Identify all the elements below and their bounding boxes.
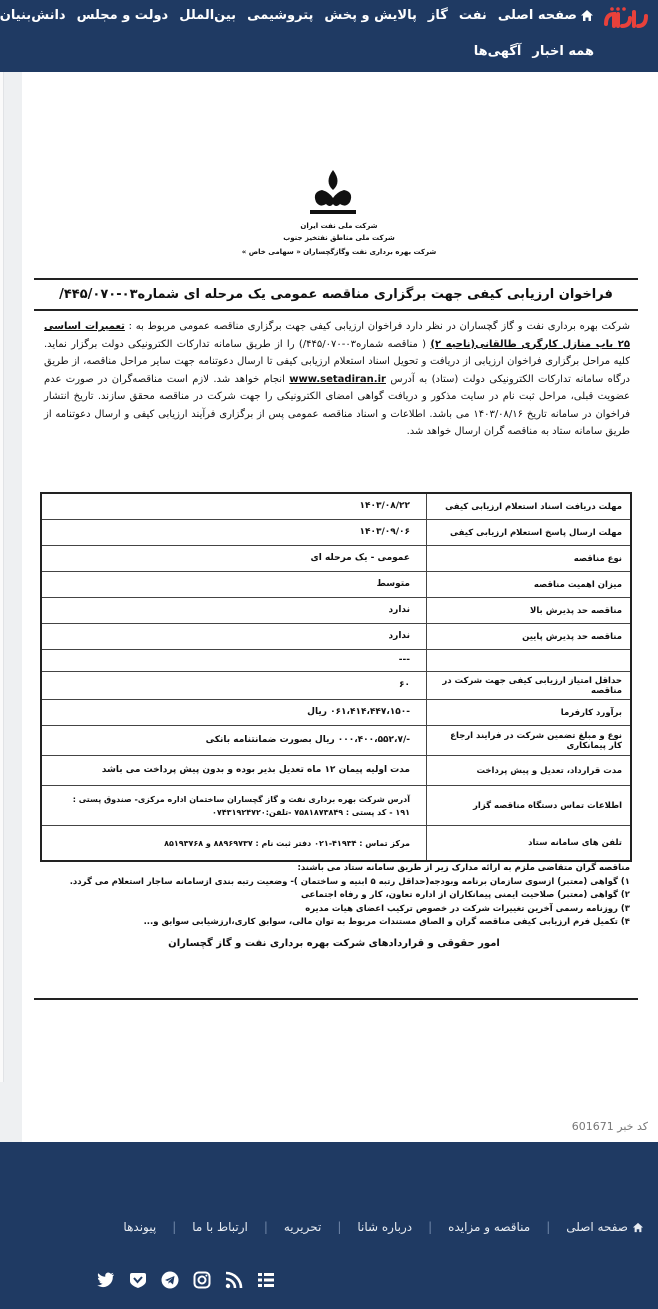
para-project-name: تعمیرات اساسی ۲۵ باب منازل کارگری طالقانی(ناحیه ۲) [44, 321, 630, 350]
table-row [42, 672, 630, 700]
notice-signature: امور حقوقی و قراردادهای شرکت بهره برداری نفت و گاز گچساران [168, 938, 500, 949]
telegram-icon[interactable] [160, 1270, 180, 1290]
row-label [426, 650, 630, 671]
table-row [42, 726, 630, 756]
row-value: ۶۰ [399, 680, 410, 690]
row-value: مدت اولیه پیمان ۱۲ ماه تعدیل بذیر بوده و بدون پیش پرداخت می باشد [101, 765, 410, 775]
table-row [42, 572, 630, 598]
table-row [42, 624, 630, 650]
table-row [42, 786, 630, 826]
home-icon [580, 9, 594, 22]
row-value: ۱۴۰۳/۰۹/۰۶ [359, 527, 410, 537]
nav-ads[interactable]: آگهی‌ها [473, 44, 522, 59]
footer-link-about[interactable]: درباره شانا [357, 1220, 413, 1234]
site-footer [0, 1142, 658, 1309]
virasty-icon[interactable] [128, 1270, 148, 1290]
top-navbar [0, 0, 658, 72]
requirements-list [42, 862, 630, 930]
tender-notice-image [34, 160, 638, 1000]
table-row [42, 494, 630, 520]
table-row [42, 598, 630, 624]
requirement-item: ۴) تکمیل فرم ارزیابی کیفی مناقصه گران و الصاق مستندات مربوط به توان مالی، سوابق کاری،ارزشیابی سوابق و... [143, 917, 630, 927]
table-row [42, 700, 630, 726]
footer-link-links[interactable]: پیوندها [123, 1220, 157, 1234]
requirements-title: مناقصه گران متقاضی ملزم به ارائه مدارک زیر از طریق سامانه ستاد می باشند: [297, 863, 630, 873]
list-icon[interactable] [256, 1270, 276, 1290]
nav-gas[interactable]: گاز [427, 8, 448, 23]
requirement-item: ۳) روزنامه رسمی آخرین تغییرات شرکت در خصوص ترکیب اعضای هیات مدیره [305, 903, 630, 914]
news-code: کد خبر 601671 [571, 1120, 648, 1133]
row-label: مهلت ارسال پاسخ استعلام ارزیابی کیفی [426, 520, 630, 545]
footer-link-tenders[interactable]: مناقصه و مزایده [448, 1220, 531, 1234]
row-value: متوسط [376, 579, 410, 589]
footer-separator: | [172, 1220, 177, 1234]
notice-paragraph [44, 318, 630, 441]
secondary-menu [474, 44, 594, 59]
row-label: مدت قرارداد، تعدیل و پیش پرداخت [426, 756, 630, 785]
footer-separator: | [337, 1220, 342, 1234]
row-label: نوع مناقصه [426, 546, 630, 571]
footer-separator: | [428, 1220, 433, 1234]
shana-logo[interactable] [602, 6, 650, 32]
row-label: میزان اهمیت مناقصه [426, 572, 630, 597]
footer-link-home[interactable] [566, 1220, 644, 1234]
nav-international[interactable]: بین‌الملل [179, 8, 237, 23]
notice-title: فراخوان ارزیابی کیفی جهت برگزاری مناقصه عمومی یک مرحله ای شماره۰۳-۴۴۵/۰۷۰/ [34, 278, 638, 311]
nav-refining[interactable]: پالایش و پخش [324, 8, 417, 23]
requirement-item: ۱) گواهی (معتبر) ازسوی سازمان برنامه وبودجه(حداقل رتبه ۵ ابنیه و ساختمان )- وضعیت رتبه بندی ازسامانه ساجار استعلام می گردد. [69, 876, 630, 887]
home-icon [632, 1222, 644, 1233]
row-value: مرکز تماس : ۴۱۹۳۴-۰۲۱ دفتر ثبت نام : ۸۸۹۶۹۷۳۷ و ۸۵۱۹۳۷۶۸ [164, 838, 410, 848]
row-label: تلفن های سامانه ستاد [426, 826, 630, 860]
row-label: مناقصه حد پذیرش بالا [426, 598, 630, 623]
row-label: مهلت دریافت اسناد استعلام ارزیابی کیفی [426, 494, 630, 519]
row-label: مناقصه حد پذیرش پایین [426, 624, 630, 649]
row-label: برآورد کارفرما [426, 700, 630, 725]
social-icons [96, 1270, 276, 1290]
row-value: -۰۶۱،۴۱۴،۴۴۷،۱۵۰ ریال [307, 707, 410, 717]
left-sidebar-strip [0, 72, 4, 1082]
nav-all-news[interactable]: همه اخبار [532, 44, 594, 59]
row-label: اطلاعات تماس دستگاه مناقصه گزار [426, 786, 630, 825]
instagram-icon[interactable] [192, 1270, 212, 1290]
row-value: ندارد [388, 605, 410, 615]
table-row [42, 520, 630, 546]
main-menu [0, 8, 594, 23]
row-label: نوع و مبلغ تضمین شرکت در فرایند ارجاع کار پیمانکاری [426, 726, 630, 755]
document-bottom-line [34, 998, 638, 1000]
footer-separator: | [263, 1220, 268, 1234]
table-row [42, 546, 630, 572]
row-value: ندارد [388, 631, 410, 641]
twitter-icon[interactable] [96, 1270, 116, 1290]
para-part-3: انجام خواهد شد. لازم است مناقصه‌گران در صورت عدم عضویت قبلی، مراحل ثبت نام در سایت مذکور و دریافت گواهی امضای الکترونیکی را جهت شرکت در مناقصه محقق سازند. تاریخ انتشار فراخوان در سامانه تاریخ ۱۴۰۳/۰۸/۱۶ می باشد. اطلاعات و اسناد مناقصه عمومی پس از برگزاری فرآیند ارزیابی کیفی و ارسال دعوتنامه از طریق سامانه ستاد به مناقصه گران ارسال خواهد شد. [44, 373, 630, 437]
footer-link-contact[interactable]: ارتباط با ما [192, 1220, 248, 1234]
tender-details-table [40, 492, 632, 862]
nioc-emblem-icon [302, 168, 364, 218]
row-label: حداقل امتیاز ارزیابی کیفی جهت شرکت در مناقصه [426, 672, 630, 699]
requirement-item: ۲) گواهی (معتبر) صلاحیت ایمنی پیمانکاران از اداره تعاون، کار و رفاه اجتماعی [300, 890, 630, 900]
nav-government[interactable]: دولت و مجلس [76, 8, 169, 23]
footer-separator: | [546, 1220, 551, 1234]
footer-home-label: صفحه اصلی [566, 1220, 628, 1234]
nav-petrochemical[interactable]: پتروشیمی [247, 8, 314, 23]
nav-home[interactable] [498, 8, 594, 23]
row-value: -/۰۰۰،۴۰۰،۵۵۲،۷ ریال بصورت ضمانتنامه بانکی [205, 735, 410, 745]
nav-oil[interactable]: نفت [458, 8, 487, 23]
table-row [42, 826, 630, 860]
row-value: --- [398, 655, 410, 665]
company-name-2: شرکت ملی مناطق نفتخیز جنوب [283, 234, 395, 242]
nav-home-label: صفحه اصلی [497, 8, 577, 23]
para-part-1: شرکت بهره برداری نفت و گاز گچساران در نظر دارد فراخوان ارزیابی کیفی جهت برگزاری مناقصه عمومی مربوط به : [124, 321, 630, 332]
row-value: آدرس شرکت بهره برداری نفت و گاز گچساران ساختمان اداره مرکزی- صندوق پستی : ۱۹۱ - کد پستی : ۷۵۸۱۸۷۳۸۴۹ -تلفن:۰۷۴۳۱۹۲۴۷۲۰ [72, 794, 410, 817]
footer-links [123, 1220, 644, 1234]
table-row [42, 650, 630, 672]
nav-knowledge-based[interactable]: دانش‌بنیان [0, 8, 66, 23]
para-part-2: ( مناقصه شماره۰۳-۴۴۵/۰۷۰/) را از طریق سامانه تدارکات الکترونیکی دولت برگزار نماید. کلیه مراحل برگزاری فراخوان ارزیابی از دریافت و تحویل اسناد استعلام ارزیابی کیفی تا ارسال دعوتنامه جهت سایر مراحل مناقصه، از طریق درگاه سامانه تدارکات الکترونیکی دولت (ستاد) به آدرس [44, 338, 630, 385]
row-value: عمومی - یک مرحله ای [310, 553, 410, 563]
company-name-1: شرکت ملی نفت ایران [300, 222, 378, 230]
rss-icon[interactable] [224, 1270, 244, 1290]
row-value: ۱۴۰۳/۰۸/۲۲ [359, 501, 410, 511]
footer-link-editorial[interactable]: تحریریه [283, 1220, 322, 1234]
company-name-3: شرکت بهره برداری نفت وگازگچساران « سهامی خاص » [241, 248, 437, 256]
table-row [42, 756, 630, 786]
setadiran-link[interactable]: www.setadiran.ir [289, 373, 386, 385]
